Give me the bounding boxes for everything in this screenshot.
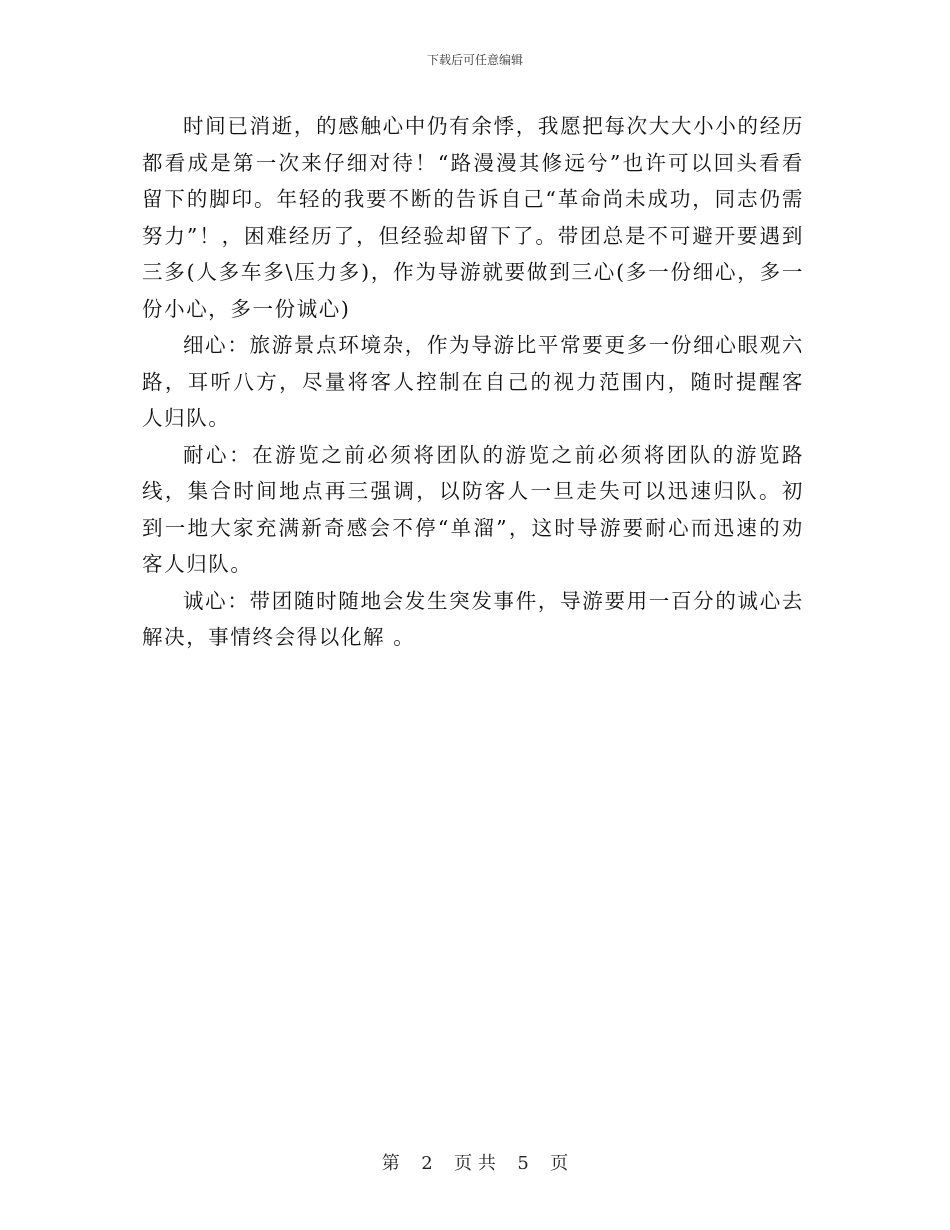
document-body <box>142 108 804 656</box>
footer-prefix: 第 <box>381 1153 400 1174</box>
footer-total-pages: 5 <box>517 1153 529 1174</box>
paragraph-sincerity: 诚心：带团随时随地会发生突发事件，导游要用一百分的诚心去解决，事情终会得以化解 。 <box>142 588 804 649</box>
paragraph-intro: 时间已消逝，的感触心中仍有余悸，我愿把每次大大小小的经历都看成是第一次来仔细对待！“路漫漫其修远兮”也许可以回头看看留下的脚印。年轻的我要不断的告诉自己“革命尚未成功，同志仍需努力”！，困难经历了，但经验却留下了。带团总是不可避开要遇到三多(人多车多\压力多)，作为导游就要做到三心(多一份细心，多一份小心，多一份诚心) <box>142 114 804 321</box>
header-text: 下载后可任意编辑 <box>426 53 523 67</box>
footer-middle: 页 共 <box>454 1153 496 1174</box>
page-footer <box>0 1152 950 1176</box>
footer-current-page: 2 <box>421 1153 433 1174</box>
footer-suffix: 页 <box>550 1153 569 1174</box>
paragraph-patience: 耐心：在游览之前必须将团队的游览之前必须将团队的游览路线，集合时间地点再三强调，以防客人一旦走失可以迅速归队。初到一地大家充满新奇感会不停“单溜”，这时导游要耐心而迅速的劝客人归队。 <box>142 442 804 576</box>
paragraph-careful: 细心：旅游景点环境杂，作为导游比平常要更多一份细心眼观六路，耳听八方，尽量将客人控制在自己的视力范围内，随时提醒客人归队。 <box>142 333 804 430</box>
page-header <box>0 52 950 68</box>
